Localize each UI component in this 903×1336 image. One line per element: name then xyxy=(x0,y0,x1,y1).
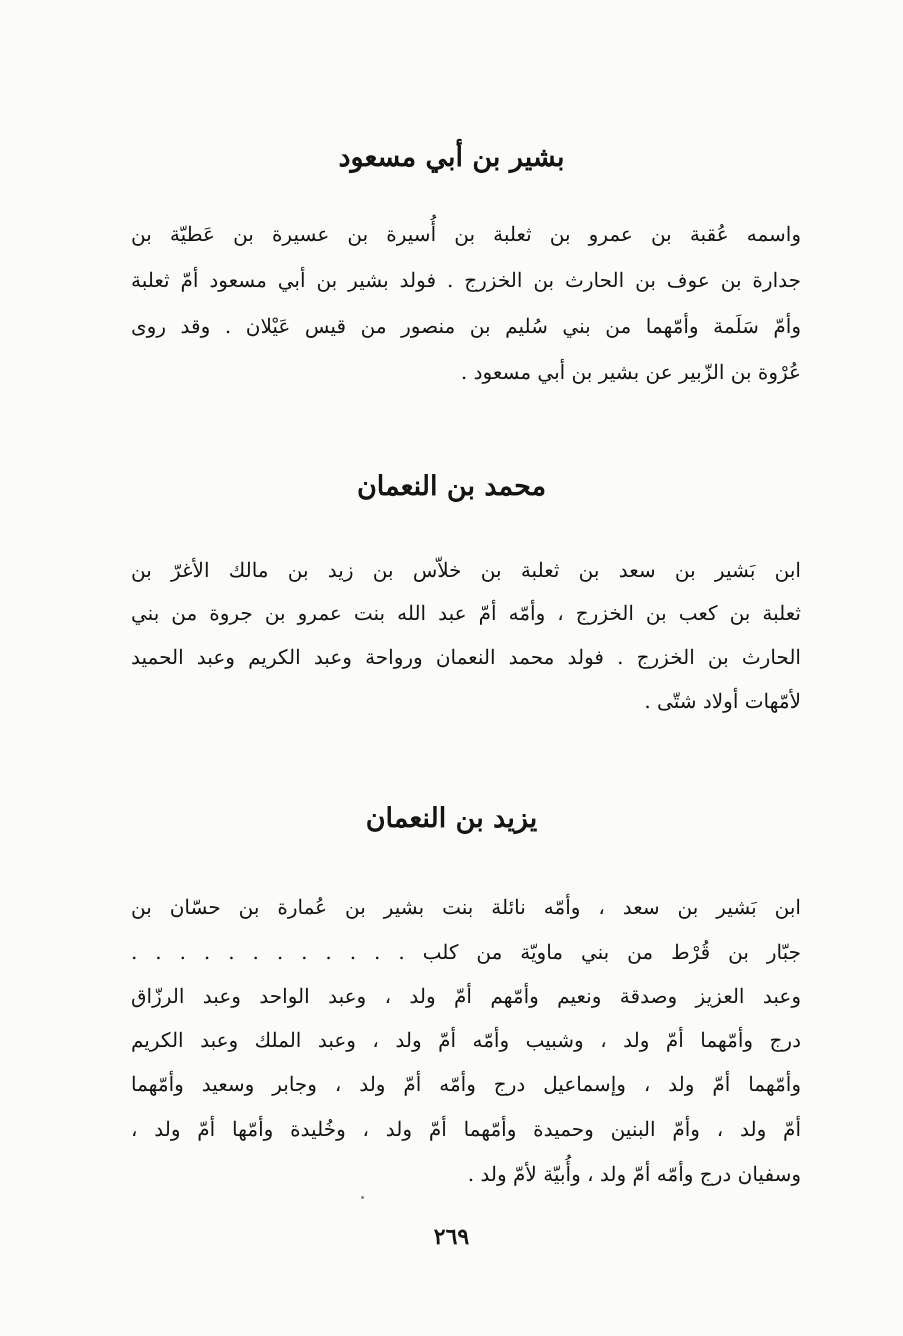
paragraph-line: ثعلبة بن كعب بن الخزرج ، وأمّه أمّ عبد الله بنت عمرو بن جروة من بني xyxy=(131,601,801,625)
paragraph-line: عُرْوة بن الزّبير عن بشير بن أبي مسعود . xyxy=(460,360,801,384)
paragraph-line: درج وأمّهما أمّ ولد ، وشبيب وأمّه أمّ ولد ، وعبد الملك وعبد الكريم xyxy=(131,1028,801,1052)
paragraph-line: لأمّهات أولاد شتّى . xyxy=(644,689,801,713)
page-number: ٢٦٩ xyxy=(433,1224,470,1250)
section-heading: يزيد بن النعمان xyxy=(365,803,538,834)
paragraph-line: ابن بَشير بن سعد ، وأمّه نائلة بنت بشير بن عُمارة بن حسّان بن xyxy=(131,895,801,919)
section-heading: محمد بن النعمان xyxy=(356,471,547,502)
paragraph-line: وسفيان درج وأمّه أمّ ولد ، وأُبيّة لأمّ ولد . xyxy=(467,1162,801,1186)
paragraph-line: وعبد العزيز وصدقة ونعيم وأمّهم أمّ ولد ، وعبد الواحد وعبد الرزّاق xyxy=(131,984,801,1008)
paragraph-line: وأمّهما أمّ ولد ، وإسماعيل درج وأمّه أمّ ولد ، وجابر وسعيد وأمّهما xyxy=(131,1072,801,1096)
paper-speck xyxy=(361,1196,364,1199)
paragraph-line: واسمه عُقبة بن عمرو بن ثعلبة بن أُسيرة بن عسيرة بن عَطيّة بن xyxy=(131,222,801,246)
paragraph-line: وأمّ سَلَمة وأمّهما من بني سُليم بن منصور من قيس عَيْلان . وقد روى xyxy=(131,314,801,338)
paragraph-line: جدارة بن عوف بن الحارث بن الخزرج . فولد بشير بن أبي مسعود أمّ ثعلبة xyxy=(131,268,801,292)
section-heading: بشير بن أبي مسعود xyxy=(338,142,565,173)
paragraph-line: ابن بَشير بن سعد بن ثعلبة بن خلاّس بن زيد بن مالك الأغرّ بن xyxy=(131,558,801,582)
paragraph-line: الحارث بن الخزرج . فولد محمد النعمان ورواحة وعبد الكريم وعبد الحميد xyxy=(131,645,801,669)
paragraph-line: أمّ ولد ، وأمّ البنين وحميدة وأمّهما أمّ ولد ، وخُليدة وأمّها أمّ ولد ، xyxy=(131,1117,801,1141)
paragraph-line: جبّار بن قُرْط من بني ماويّة من كلب . . . . . . . . . . . . xyxy=(131,940,801,964)
